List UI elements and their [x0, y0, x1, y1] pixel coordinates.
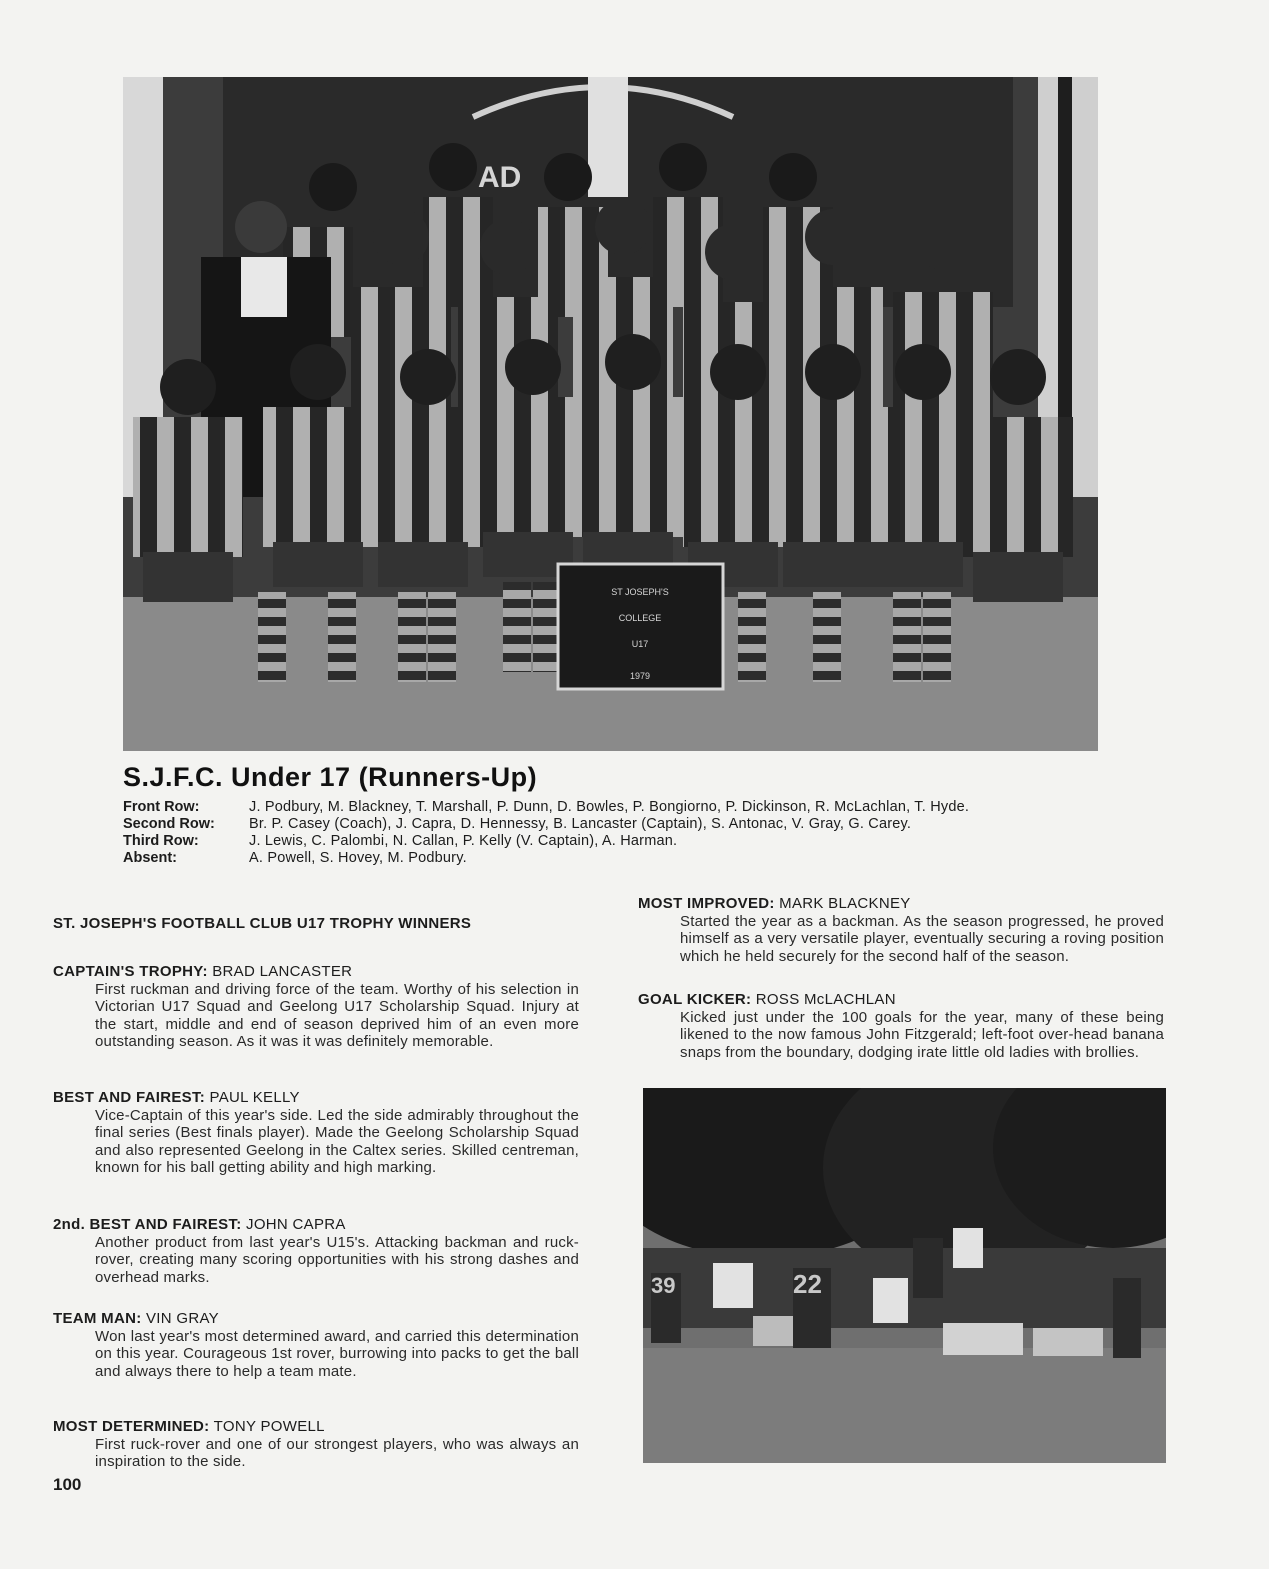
award-description: Vice-Captain of this year's side. Led the side admirably throughout the final series (Best finals player). Made the Geelong Scholarship Squad and also represented Geelong in the Caltex series. Skilled centreman, known for his ball getting ability and high marking.: [95, 1106, 579, 1176]
roster-names: A. Powell, S. Hovey, M. Podbury.: [249, 850, 467, 866]
page-number: 100: [53, 1475, 82, 1494]
award-name: BEST AND FAIREST:: [53, 1089, 206, 1106]
award-winner: ROSS McLACHLAN: [755, 991, 896, 1008]
award-captains-trophy: [53, 963, 579, 1051]
match-photo: [643, 1088, 1166, 1463]
award-goal-kicker: [638, 991, 1164, 1061]
award-description: Won last year's most determined award, and carried this determination on this year. Courageous 1st rover, burrowing into packs to get the ball and always there to help a team mate.: [95, 1327, 579, 1380]
board-line-3: U17: [631, 639, 649, 649]
award-winner: TONY POWELL: [213, 1418, 325, 1435]
roster-names: Br. P. Casey (Coach), J. Capra, D. Hennessy, B. Lancaster (Captain), S. Antonac, V. Gray, G. Carey.: [249, 816, 912, 832]
team-photo-graphic: [123, 77, 1098, 751]
award-winner: JOHN CAPRA: [246, 1216, 346, 1233]
jersey-number: 22: [793, 1269, 822, 1299]
award-name: 2nd. BEST AND FAIREST:: [53, 1216, 242, 1233]
award-winner: BRAD LANCASTER: [212, 963, 353, 980]
board-line-2: COLLEGE: [618, 613, 662, 623]
match-photo-graphic: [643, 1088, 1166, 1463]
award-name: GOAL KICKER:: [638, 991, 752, 1008]
award-name: MOST IMPROVED:: [638, 895, 775, 912]
roster-label: Third Row:: [123, 833, 199, 849]
award-description: Kicked just under the 100 goals for the year, many of these being likened to the now famous John Fitzgerald; left-foot over-head banana snaps from the boundary, dodging irate little old ladies with brollies.: [680, 1008, 1164, 1061]
roster-label: Front Row:: [123, 799, 200, 815]
page-title: S.J.F.C. Under 17 (Runners-Up): [123, 762, 538, 792]
roster-label: Absent:: [123, 850, 177, 866]
award-most-improved: [638, 895, 1164, 965]
award-most-determined: [53, 1418, 579, 1471]
banner-text: AD: [478, 161, 522, 194]
award-description: First ruck-rover and one of our strongest players, who was always an inspiration to the side.: [95, 1435, 579, 1470]
award-description: Another product from last year's U15's. Attacking backman and ruck-rover, creating many scoring opportunities with his strong dashes and overhead marks.: [95, 1233, 579, 1286]
board-line-4: 1979: [629, 671, 651, 681]
award-name: CAPTAIN'S TROPHY:: [53, 963, 208, 980]
team-photo: [123, 77, 1098, 751]
award-winner: VIN GRAY: [146, 1310, 219, 1327]
roster-row-third: [123, 833, 1113, 850]
award-winner: PAUL KELLY: [209, 1089, 300, 1106]
board-line-1: ST JOSEPH'S: [611, 587, 669, 597]
roster-row-front: [123, 799, 1113, 816]
roster-label: Second Row:: [123, 816, 215, 832]
award-2nd-best-and-fairest: [53, 1216, 579, 1286]
jersey-number: 39: [651, 1273, 676, 1298]
award-best-and-fairest: [53, 1089, 579, 1177]
roster-row-second: [123, 816, 1113, 833]
award-winner: MARK BLACKNEY: [779, 895, 911, 912]
roster-row-absent: [123, 850, 1113, 867]
award-description: Started the year as a backman. As the season progressed, he proved himself as a very versatile player, eventually securing a roving position which he held securely for the second half of the season.: [680, 912, 1164, 965]
award-team-man: [53, 1310, 579, 1380]
section-heading: ST. JOSEPH'S FOOTBALL CLUB U17 TROPHY WINNERS: [53, 915, 472, 932]
roster-names: J. Podbury, M. Blackney, T. Marshall, P. Dunn, D. Bowles, P. Bongiorno, P. Dickinson, R. McLachlan, T. Hyde.: [249, 799, 970, 815]
team-roster: [123, 799, 1113, 867]
award-description: First ruckman and driving force of the team. Worthy of his selection in Victorian U17 Squad and Geelong U17 Scholarship Squad. Injury at the start, middle and end of season deprived him of an even more outstanding season. As it was it was definitely memorable.: [95, 980, 579, 1050]
award-name: TEAM MAN:: [53, 1310, 142, 1327]
roster-names: J. Lewis, C. Palombi, N. Callan, P. Kelly (V. Captain), A. Harman.: [249, 833, 678, 849]
award-name: MOST DETERMINED:: [53, 1418, 210, 1435]
